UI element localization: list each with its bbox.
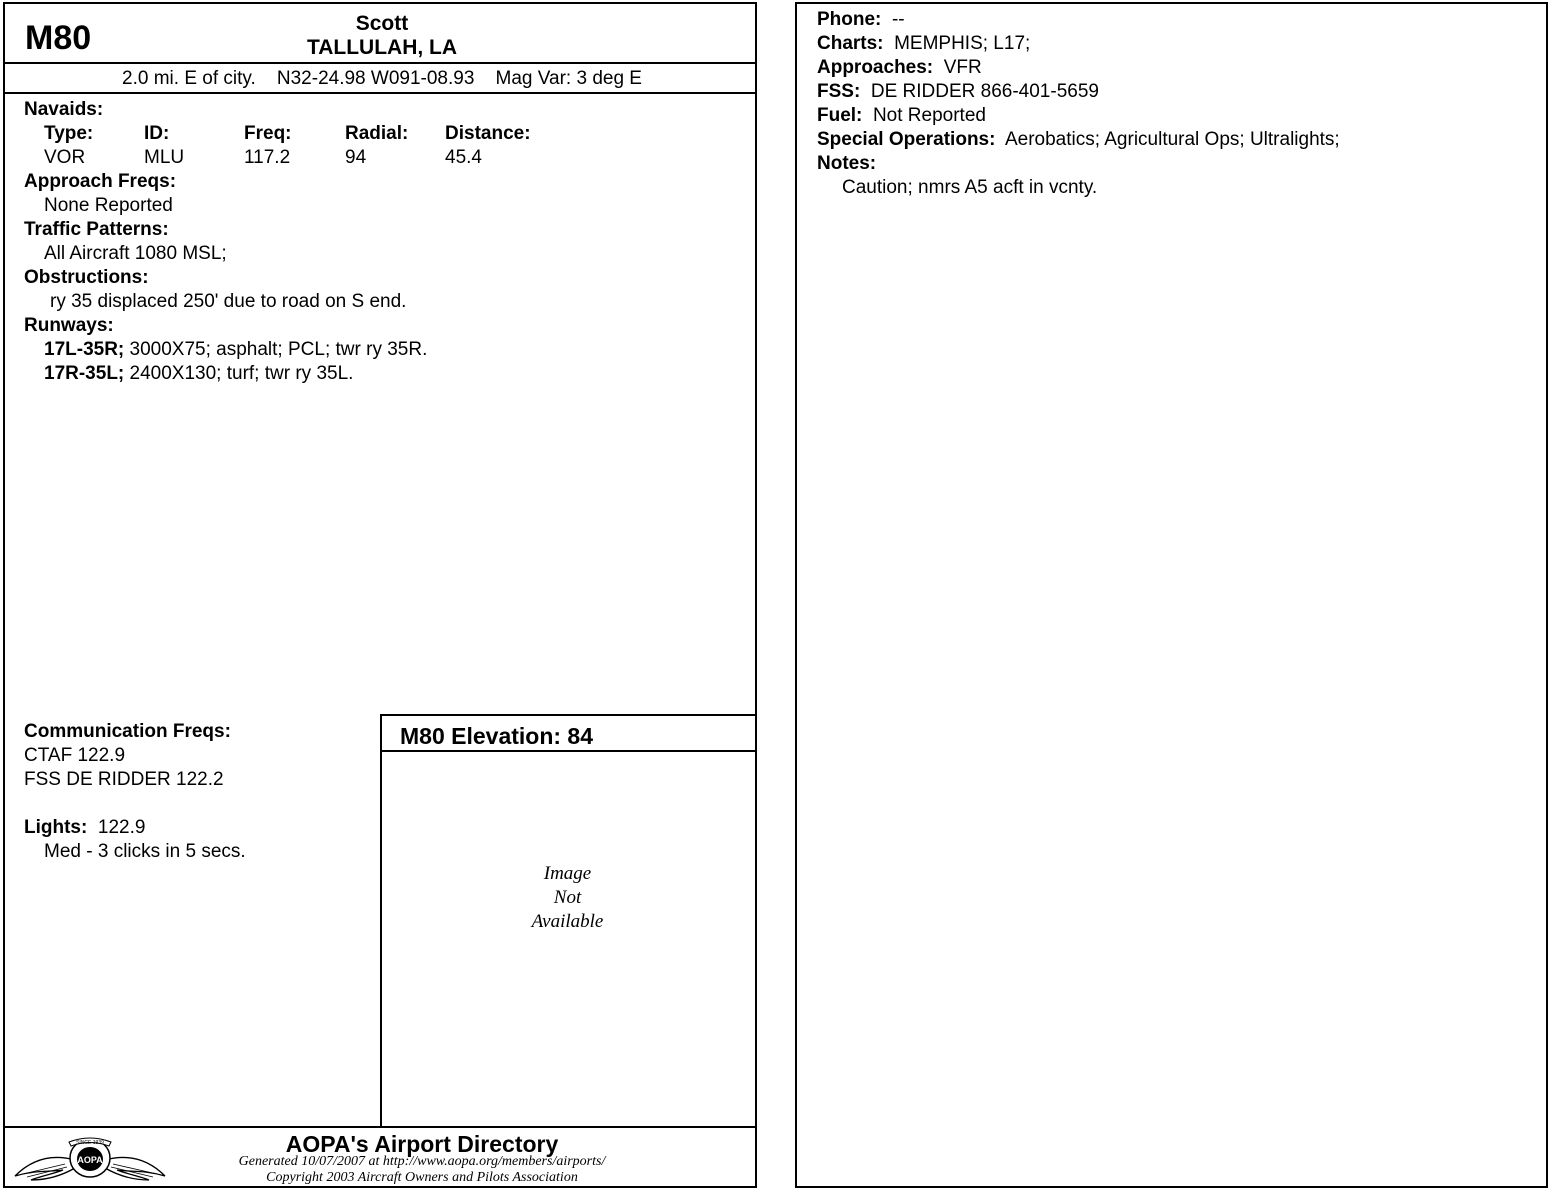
obstructions-heading: Obstructions: bbox=[24, 267, 149, 288]
diagram-top-border bbox=[380, 714, 755, 716]
approaches-label: Approaches: bbox=[817, 57, 934, 78]
special-ops-line bbox=[817, 128, 1340, 152]
runway-desc: 3000X75; asphalt; PCL; twr ry 35R. bbox=[129, 339, 428, 360]
location-line bbox=[5, 67, 759, 91]
airport-name: Scott bbox=[355, 12, 409, 35]
phone-line bbox=[817, 8, 905, 32]
runways-heading: Runways: bbox=[24, 315, 114, 336]
charts-value: MEMPHIS; L17; bbox=[894, 33, 1031, 54]
navaids-heading: Navaids: bbox=[24, 99, 104, 120]
airport-city: TALLULAH, LA bbox=[306, 36, 458, 59]
copyright-line: Copyright 2003 Aircraft Owners and Pilots Association bbox=[266, 1170, 578, 1185]
navaid-id: MLU bbox=[144, 147, 185, 168]
comm-freqs-heading: Communication Freqs: bbox=[24, 721, 231, 742]
runway-id: 17L-35R; bbox=[44, 339, 125, 360]
navaid-type: VOR bbox=[44, 147, 86, 168]
image-placeholder-line: Image bbox=[543, 863, 592, 884]
approach-freqs-value: None Reported bbox=[44, 195, 173, 216]
airport-details-card bbox=[795, 2, 1548, 1188]
fss-label: FSS: bbox=[817, 81, 861, 102]
traffic-patterns-heading: Traffic Patterns: bbox=[24, 219, 169, 240]
airport-info-card bbox=[3, 2, 757, 1188]
logo-aopa-text: AOPA bbox=[77, 1155, 103, 1165]
header-divider bbox=[5, 62, 755, 64]
runway-item bbox=[44, 362, 353, 386]
elevation-title: M80 Elevation: 84 bbox=[400, 723, 594, 749]
fss-value: DE RIDDER 866-401-5659 bbox=[870, 81, 1099, 102]
diagram-title-divider bbox=[380, 750, 755, 752]
approach-freqs-heading: Approach Freqs: bbox=[24, 171, 177, 192]
approaches-line bbox=[817, 56, 982, 80]
special-ops-value: Aerobatics; Agricultural Ops; Ultralights; bbox=[1004, 129, 1340, 150]
obstructions-value: ry 35 displaced 250' due to road on S end. bbox=[50, 291, 407, 312]
coordinates: N32-24.98 W091-08.93 bbox=[276, 68, 475, 89]
footer-divider bbox=[5, 1126, 755, 1128]
navaid-distance: 45.4 bbox=[445, 147, 482, 168]
fuel-label: Fuel: bbox=[817, 105, 863, 126]
fuel-line bbox=[817, 104, 986, 128]
directory-title: AOPA's Airport Directory bbox=[285, 1131, 559, 1157]
airport-identifier: M80 bbox=[25, 19, 92, 57]
notes-heading: Notes: bbox=[817, 153, 877, 174]
special-ops-label: Special Operations: bbox=[817, 129, 996, 150]
navaid-col-distance: Distance: bbox=[445, 123, 531, 144]
comm-freq-fss: FSS DE RIDDER 122.2 bbox=[24, 769, 224, 790]
fss-line bbox=[817, 80, 1099, 104]
navaid-col-id: ID: bbox=[144, 123, 170, 144]
charts-label: Charts: bbox=[817, 33, 884, 54]
phone-label: Phone: bbox=[817, 9, 882, 30]
navaid-col-type: Type: bbox=[44, 123, 94, 144]
navaid-col-radial: Radial: bbox=[345, 123, 409, 144]
lights-heading: Lights: bbox=[24, 817, 88, 838]
generated-line: Generated 10/07/2007 at http://www.aopa.org/members/airports/ bbox=[238, 1154, 606, 1169]
logo-since-text: SINCE 1939 bbox=[76, 1140, 104, 1146]
runway-desc: 2400X130; turf; twr ry 35L. bbox=[129, 363, 354, 384]
phone-value: -- bbox=[891, 9, 905, 30]
magnetic-variation: Mag Var: 3 deg E bbox=[495, 68, 642, 89]
runway-item bbox=[44, 338, 427, 362]
comm-freq-ctaf: CTAF 122.9 bbox=[24, 745, 126, 766]
image-placeholder-line: Not bbox=[553, 887, 582, 908]
navaid-col-freq: Freq: bbox=[244, 123, 292, 144]
fuel-value: Not Reported bbox=[872, 105, 986, 126]
lights-line bbox=[24, 816, 145, 840]
runway-id: 17R-35L; bbox=[44, 363, 125, 384]
location-distance: 2.0 mi. E of city. bbox=[122, 68, 256, 89]
image-placeholder-line: Available bbox=[531, 911, 604, 932]
notes-value: Caution; nmrs A5 acft in vcnty. bbox=[842, 177, 1098, 198]
location-divider bbox=[5, 92, 755, 94]
approaches-value: VFR bbox=[943, 57, 982, 78]
charts-line bbox=[817, 32, 1030, 56]
traffic-patterns-value: All Aircraft 1080 MSL; bbox=[44, 243, 227, 264]
lights-freq: 122.9 bbox=[97, 817, 146, 838]
navaid-freq: 117.2 bbox=[244, 147, 291, 168]
navaid-radial: 94 bbox=[345, 147, 367, 168]
lights-desc: Med - 3 clicks in 5 secs. bbox=[44, 841, 246, 862]
